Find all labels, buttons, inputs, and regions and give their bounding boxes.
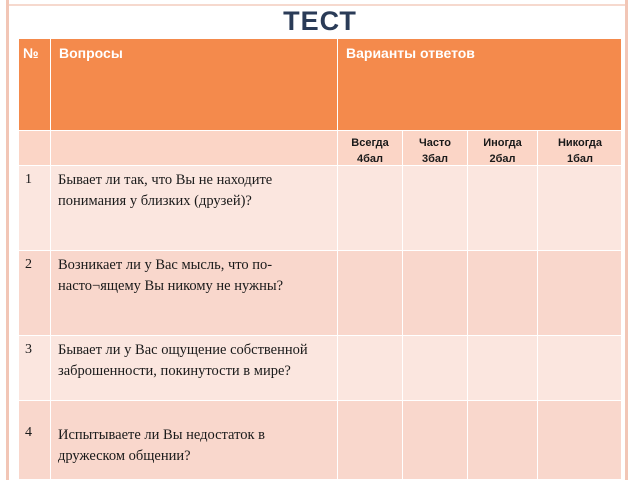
row-1-answer-often[interactable] xyxy=(403,166,468,251)
test-table xyxy=(18,38,622,480)
row-2-answer-always[interactable] xyxy=(338,251,403,336)
row-4-answer-never[interactable] xyxy=(538,401,622,480)
option-always-label: Всегда xyxy=(351,137,389,149)
row-1-answer-sometimes[interactable] xyxy=(468,166,538,251)
row-3-answer-sometimes[interactable] xyxy=(468,336,538,401)
subheader-empty-number xyxy=(19,131,51,166)
row-4-number: 4 xyxy=(19,401,51,480)
row-2-number: 2 xyxy=(19,251,51,336)
option-sometimes xyxy=(468,131,538,166)
option-often-label: Часто xyxy=(419,137,451,149)
slide-frame-right xyxy=(625,0,628,480)
row-2-answer-often[interactable] xyxy=(403,251,468,336)
row-1-number: 1 xyxy=(19,166,51,251)
row-3-number: 3 xyxy=(19,336,51,401)
option-often xyxy=(403,131,468,166)
option-always-points: 4бал xyxy=(356,153,384,165)
option-never-points: 1бал xyxy=(566,153,594,165)
row-1-answer-never[interactable] xyxy=(538,166,622,251)
row-3-answer-always[interactable] xyxy=(338,336,403,401)
option-never xyxy=(538,131,622,166)
number-header: № xyxy=(19,39,51,131)
row-4-answer-always[interactable] xyxy=(338,401,403,480)
row-3-answer-never[interactable] xyxy=(538,336,622,401)
option-never-label: Никогда xyxy=(557,137,603,149)
row-2-answer-never[interactable] xyxy=(538,251,622,336)
slide-frame-left xyxy=(6,0,9,480)
row-1-question: Бывает ли так, что Вы не находите понимания у близких (друзей)? xyxy=(51,166,338,251)
row-1-answer-always[interactable] xyxy=(338,166,403,251)
row-4-answer-sometimes[interactable] xyxy=(468,401,538,480)
subheader-empty-question xyxy=(51,131,338,166)
questions-header: Вопросы xyxy=(51,39,338,131)
option-often-points: 3бал xyxy=(421,153,449,165)
row-3-question: Бывает ли у Вас ощущение собственной заброшенности, покинутости в мире? xyxy=(51,336,338,401)
row-2-question: Возникает ли у Вас мысль, что по-насто¬ящему Вы никому не нужны? xyxy=(51,251,338,336)
row-2-answer-sometimes[interactable] xyxy=(468,251,538,336)
option-sometimes-label: Иногда xyxy=(483,137,522,149)
row-3-answer-often[interactable] xyxy=(403,336,468,401)
answers-header: Варианты ответов xyxy=(338,39,622,131)
slide-title: ТЕСТ xyxy=(283,6,357,36)
option-always xyxy=(338,131,403,166)
option-sometimes-points: 2бал xyxy=(489,153,516,165)
row-4-answer-often[interactable] xyxy=(403,401,468,480)
row-4-question: Испытываете ли Вы недостаток в дружеском общении? xyxy=(51,401,338,480)
